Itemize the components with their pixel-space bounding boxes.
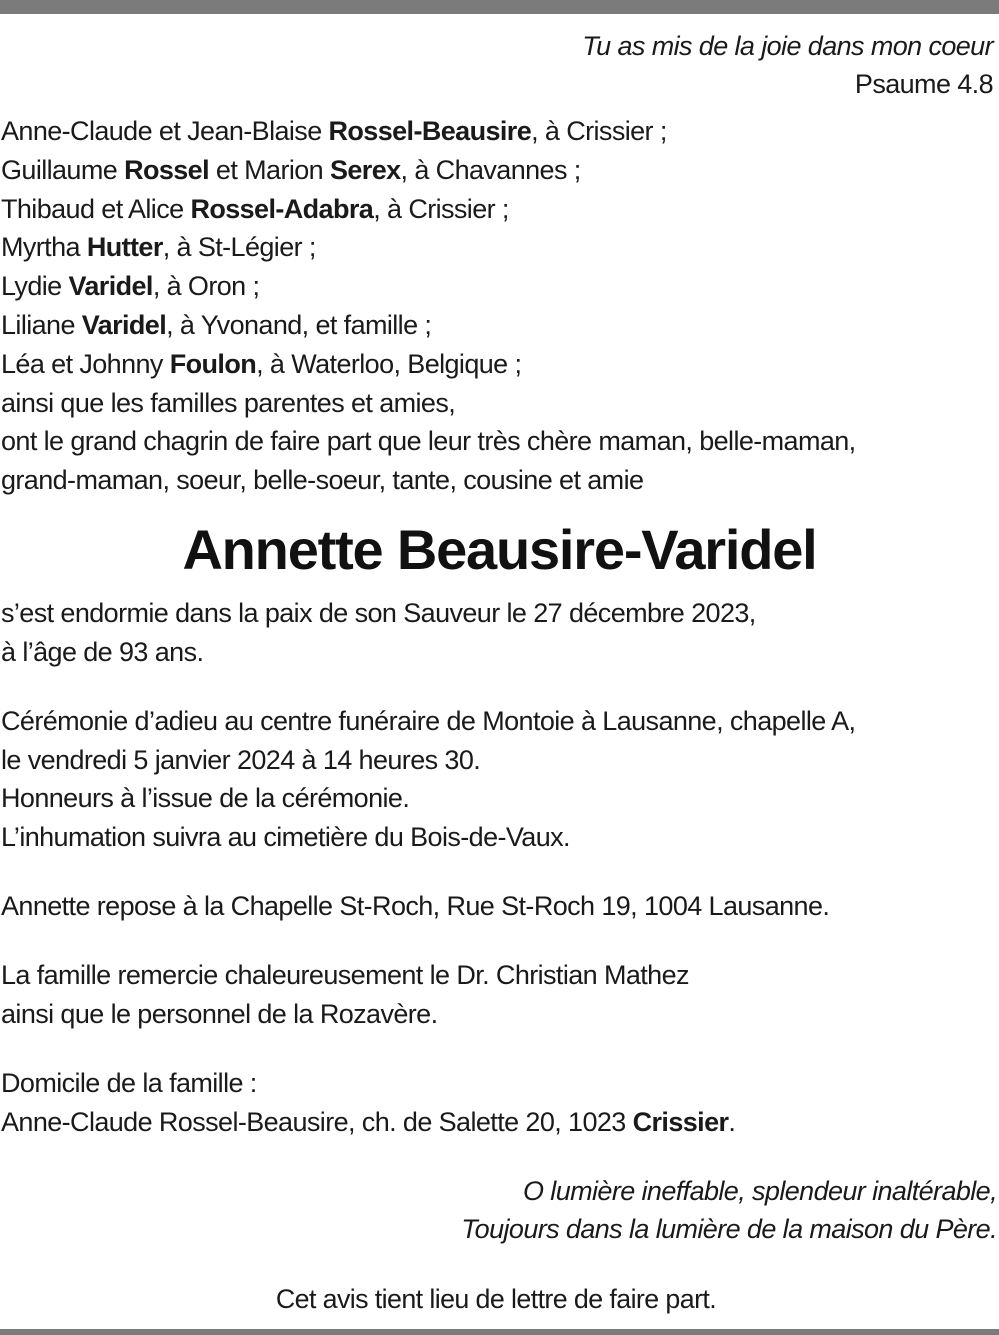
family-line [1, 348, 521, 380]
age-line: à l’âge de 93 ans. [1, 637, 204, 667]
family-surname: Serex [329, 155, 401, 185]
ceremony-line: Cérémonie d’adieu au centre funéraire de Montoie à Lausanne, chapelle A, [1, 706, 856, 736]
repose-line: Annette repose à la Chapelle St-Roch, Rue St-Roch 19, 1004 Lausanne. [1, 891, 830, 921]
honours-line: Honneurs à l’issue de la cérémonie. [1, 783, 410, 813]
family-line-text: Lydie [1, 271, 69, 301]
intro-line: ont le grand chagrin de faire part que leur très chère maman, belle-maman, [1, 426, 856, 456]
family-line [1, 193, 509, 225]
family-line-place: , à Crissier ; [531, 116, 667, 146]
family-line-place: , à St-Légier ; [162, 232, 316, 262]
family-line [1, 270, 259, 302]
family-surname: Rossel-Beausire [328, 116, 532, 146]
closing-quote-line: Toujours dans la lumière de la maison du Père. [461, 1214, 997, 1244]
epigraph-quote: Tu as mis de la joie dans mon coeur [582, 31, 993, 61]
family-surname: Rossel [124, 155, 210, 185]
closing-quote-line: O lumière ineffable, splendeur inaltérable, [523, 1176, 997, 1206]
family-line [1, 115, 667, 147]
family-line-place: , à Waterloo, Belgique ; [256, 349, 522, 379]
family-line-place: , à Oron ; [152, 271, 260, 301]
intro-line: grand-maman, soeur, belle-soeur, tante, cousine et amie [1, 465, 644, 495]
bottom-border [0, 1329, 999, 1335]
family-line [1, 154, 581, 186]
family-line-place: , à Chavannes ; [400, 155, 581, 185]
family-line-text: Thibaud et Alice [1, 194, 191, 224]
domicile-address [1, 1106, 735, 1138]
domicile-end: . [728, 1107, 736, 1137]
family-surname: Hutter [86, 232, 163, 262]
thanks-line: ainsi que le personnel de la Rozavère. [1, 999, 438, 1029]
burial-line: L’inhumation suivra au cimetière du Bois-de-Vaux. [1, 822, 570, 852]
ceremony-date-line: le vendredi 5 janvier 2024 à 14 heures 30. [1, 745, 481, 775]
family-line-text: Léa et Johnny [1, 349, 170, 379]
epigraph-reference: Psaume 4.8 [854, 69, 993, 99]
family-line [1, 309, 431, 341]
notice-line: Cet avis tient lieu de lettre de faire part. [275, 1284, 717, 1314]
family-line-text: Liliane [1, 310, 82, 340]
domicile-label: Domicile de la famille : [1, 1068, 257, 1098]
family-line-text: Anne-Claude et Jean-Blaise [1, 116, 329, 146]
family-surname: Foulon [169, 349, 257, 379]
family-surname: Rossel-Adabra [190, 194, 374, 224]
thanks-line: La famille remercie chaleureusement le Dr. Christian Mathez [1, 960, 689, 990]
death-line: s’est endormie dans la paix de son Sauveur le 27 décembre 2023, [1, 598, 756, 628]
domicile-city: Crissier [632, 1107, 729, 1137]
family-line-text: Guillaume [1, 155, 125, 185]
family-surname: Varidel [81, 310, 167, 340]
domicile-address-text: Anne-Claude Rossel-Beausire, ch. de Salette 20, 1023 [1, 1107, 633, 1137]
family-line-text: et Marion [209, 155, 330, 185]
family-line-place: , à Crissier ; [373, 194, 509, 224]
family-surname: Varidel [68, 271, 153, 301]
family-line [1, 231, 316, 263]
intro-line: ainsi que les familles parentes et amies, [1, 388, 456, 418]
family-line-text: Myrtha [1, 232, 87, 262]
deceased-name: Annette Beausire-Varidel [182, 518, 817, 581]
family-line-place: , à Yvonand, et famille ; [166, 310, 432, 340]
